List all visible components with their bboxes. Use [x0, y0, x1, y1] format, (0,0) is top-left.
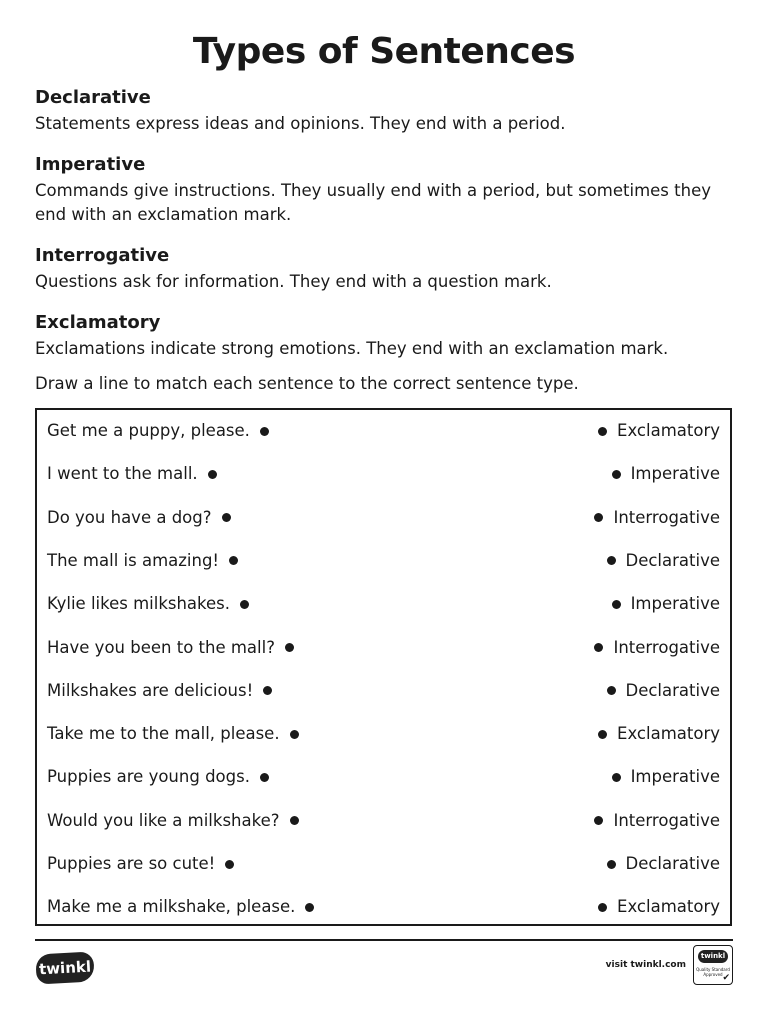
type-dot-icon[interactable]	[594, 513, 603, 522]
type-item	[594, 503, 720, 533]
type-dot-icon[interactable]	[598, 730, 607, 739]
type-text: Interrogative	[613, 637, 720, 657]
badge-logo: twinkl	[698, 950, 728, 963]
match-row	[37, 416, 730, 446]
matching-box	[35, 408, 732, 926]
sentence-dot-icon[interactable]	[208, 470, 217, 479]
sentence-item	[47, 719, 299, 749]
type-text: Declarative	[625, 550, 720, 570]
type-dot-icon[interactable]	[598, 903, 607, 912]
sentence-item	[47, 892, 314, 922]
sentence-text: Puppies are so cute!	[47, 854, 216, 873]
type-text: Exclamatory	[617, 421, 720, 440]
sentence-text: The mall is amazing!	[47, 550, 220, 570]
type-text: Declarative	[625, 854, 720, 873]
type-dot-icon[interactable]	[607, 556, 616, 565]
match-row	[37, 892, 730, 922]
match-row	[37, 546, 730, 576]
section-text: Questions ask for information. They end with a question mark.	[35, 272, 552, 291]
match-row	[37, 459, 730, 489]
match-row	[37, 762, 730, 792]
section-text: Commands give instructions. They usually end with a period, but sometimes they end with an exclamation mark.	[35, 181, 711, 224]
sentence-item	[47, 459, 217, 489]
type-dot-icon[interactable]	[594, 816, 603, 825]
section-heading: Interrogative	[35, 245, 170, 266]
quality-badge	[693, 945, 733, 985]
sentence-item	[47, 849, 234, 879]
type-item	[612, 589, 720, 619]
type-text: Declarative	[625, 680, 720, 700]
type-item	[594, 633, 720, 663]
visit-link[interactable]: visit twinkl.com	[605, 960, 686, 970]
type-text: Interrogative	[613, 507, 720, 527]
sentence-dot-icon[interactable]	[263, 686, 272, 695]
section-text: Exclamations indicate strong emotions. They end with an exclamation mark.	[35, 339, 669, 358]
section-heading: Imperative	[35, 154, 146, 175]
type-item	[607, 849, 721, 879]
match-row	[37, 719, 730, 749]
sentence-dot-icon[interactable]	[290, 730, 299, 739]
type-item	[598, 416, 720, 446]
sentence-item	[47, 546, 238, 576]
section-declarative	[35, 87, 733, 136]
sentence-item	[47, 762, 269, 792]
type-dot-icon[interactable]	[607, 686, 616, 695]
sentence-text: Would you like a milkshake?	[47, 810, 280, 830]
type-text: Imperative	[630, 464, 720, 484]
sentence-item	[47, 416, 269, 446]
sentence-item	[47, 503, 231, 533]
sentence-item	[47, 806, 299, 836]
match-row	[37, 503, 730, 533]
type-text: Interrogative	[613, 810, 720, 830]
type-item	[598, 719, 720, 749]
match-row	[37, 849, 730, 879]
sentence-dot-icon[interactable]	[290, 816, 299, 825]
sentence-text: Do you have a dog?	[47, 507, 212, 527]
sentence-dot-icon[interactable]	[305, 903, 314, 912]
sentence-dot-icon[interactable]	[240, 600, 249, 609]
sentence-item	[47, 633, 294, 663]
sentence-text: Puppies are young dogs.	[47, 767, 250, 787]
section-heading: Declarative	[35, 87, 151, 108]
sentence-text: Get me a puppy, please.	[47, 421, 250, 440]
type-text: Imperative	[630, 767, 720, 787]
type-item	[598, 892, 720, 922]
check-icon: ✔	[722, 973, 730, 983]
sentence-text: Kylie likes milkshakes.	[47, 594, 230, 614]
sentence-dot-icon[interactable]	[285, 643, 294, 652]
section-imperative	[35, 154, 733, 227]
type-dot-icon[interactable]	[607, 860, 616, 869]
badge-text: Quality Standard Approved	[696, 967, 730, 977]
sentence-dot-icon[interactable]	[260, 773, 269, 782]
type-text: Exclamatory	[617, 897, 720, 917]
type-item	[612, 459, 720, 489]
sentence-text: Take me to the mall, please.	[47, 724, 280, 744]
match-row	[37, 589, 730, 619]
section-heading: Exclamatory	[35, 312, 161, 333]
match-row	[37, 676, 730, 706]
match-row	[37, 806, 730, 836]
type-dot-icon[interactable]	[612, 773, 621, 782]
page-title: Types of Sentences	[192, 31, 576, 72]
type-dot-icon[interactable]	[598, 427, 607, 436]
instructions: Draw a line to match each sentence to the correct sentence type.	[35, 374, 579, 393]
type-item	[594, 806, 720, 836]
type-item	[607, 676, 721, 706]
type-dot-icon[interactable]	[594, 643, 603, 652]
type-item	[612, 762, 720, 792]
type-text: Imperative	[630, 594, 720, 614]
sentence-dot-icon[interactable]	[225, 860, 234, 869]
match-row	[37, 633, 730, 663]
section-exclamatory	[35, 312, 733, 361]
type-dot-icon[interactable]	[612, 600, 621, 609]
sentence-dot-icon[interactable]	[229, 556, 238, 565]
section-interrogative	[35, 245, 733, 294]
sentence-text: Milkshakes are delicious!	[47, 680, 254, 700]
sentence-item	[47, 589, 249, 619]
footer-divider	[35, 939, 733, 941]
sentence-text: I went to the mall.	[47, 464, 198, 484]
twinkl-logo[interactable]: twinkl	[35, 952, 94, 985]
sentence-dot-icon[interactable]	[222, 513, 231, 522]
sentence-item	[47, 676, 272, 706]
type-item	[607, 546, 721, 576]
sentence-text: Have you been to the mall?	[47, 637, 275, 657]
type-dot-icon[interactable]	[612, 470, 621, 479]
section-text: Statements express ideas and opinions. They end with a period.	[35, 114, 566, 133]
sentence-dot-icon[interactable]	[260, 427, 269, 436]
type-text: Exclamatory	[617, 724, 720, 744]
sentence-text: Make me a milkshake, please.	[47, 897, 296, 917]
